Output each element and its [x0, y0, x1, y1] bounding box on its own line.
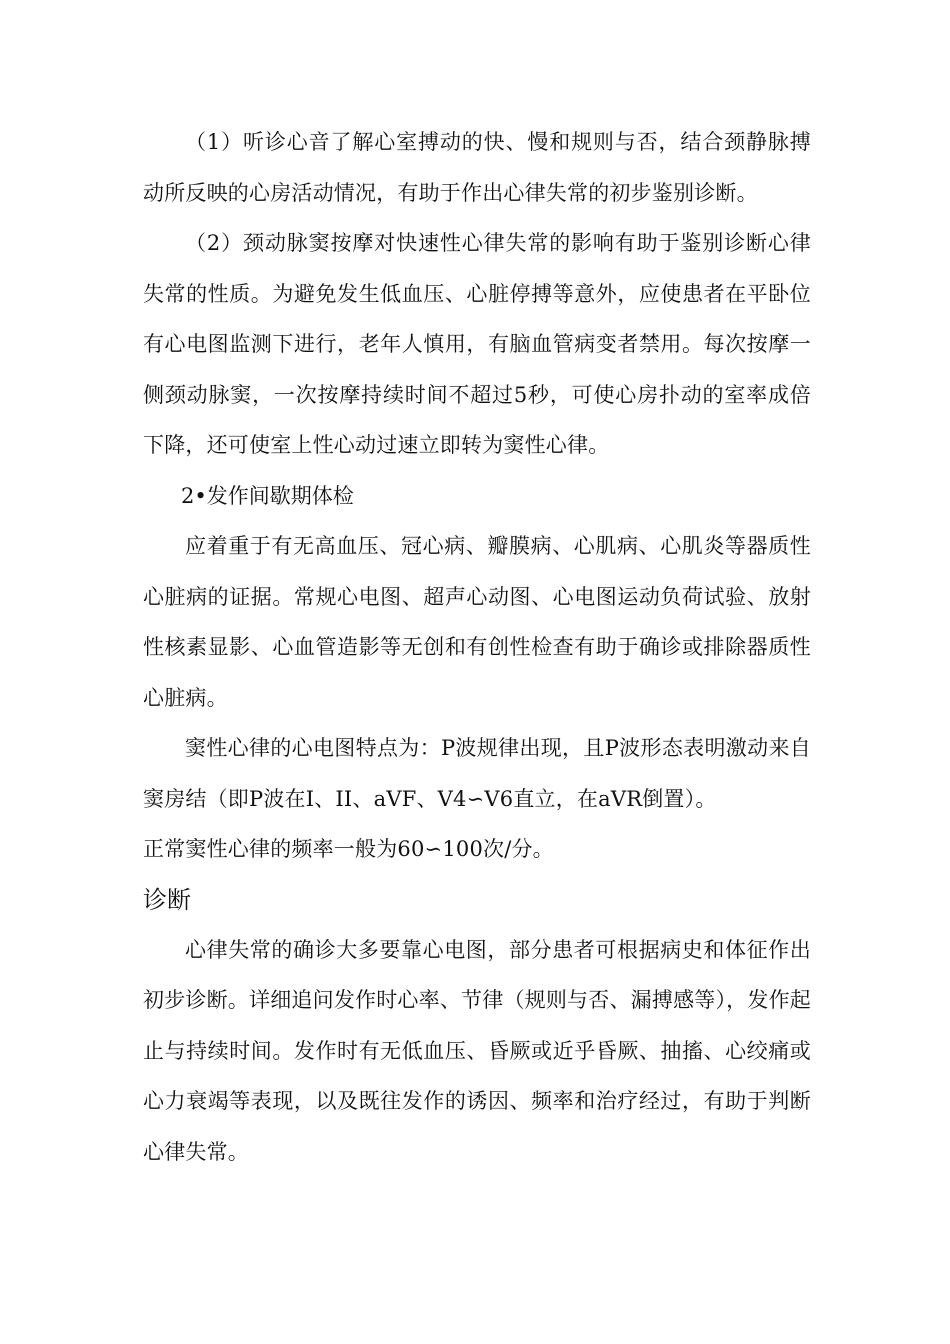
paragraph-auscultation: （1）听诊心音了解心室搏动的快、慢和规则与否，结合颈静脉搏动所反映的心房活动情况，有助于作出心律失常的初步鉴别诊断。 [143, 130, 811, 205]
paragraph-sinus-rhythm-ecg: 窦性心律的心电图特点为：P波规律出现，且P波形态表明激动来自窦房结（即P波在Ⅰ、II、aVF、V4∽V6直立，在aVR倒置）。 [143, 736, 811, 811]
paragraph-organic-heart-disease: 应着重于有无高血压、冠心病、瓣膜病、心肌病、心肌炎等器质性心脏病的证据。常规心电图、超声心动图、心电图运动负荷试验、放射性核素显影、心血管造影等无创和有创性检查有助于确诊或排除器质性心脏病。 [143, 534, 811, 710]
document-body [143, 117, 811, 1177]
paragraph-diagnosis: 心律失常的确诊大多要靠心电图，部分患者可根据病史和体征作出初步诊断。详细追问发作时心率、节律（规则与否、漏搏感等），发作起止与持续时间。发作时有无低血压、昏厥或近乎昏厥、抽搐、心绞痛或心力衰竭等表现，以及既往发作的诱因、频率和治疗经过，有助于判断心律失常。 [143, 937, 811, 1164]
paragraph-sinus-rate: 正常窦性心律的频率一般为60∽100次/分。 [143, 837, 554, 861]
section-heading-diagnosis: 诊断 [143, 885, 191, 914]
subheading-interval-exam: 2•发作间歇期体检 [181, 483, 354, 508]
paragraph-carotid-massage: （2）颈动脉窦按摩对快速性心律失常的影响有助于鉴别诊断心律失常的性质。为避免发生低血压、心脏停搏等意外，应使患者在平卧位有心电图监测下进行，老年人慎用，有脑血管病变者禁用。每次按摩一侧颈动脉窦，一次按摩持续时间不超过5秒，可使心房扑动的室率成倍下降，还可使室上性心动过速立即转为窦性心律。 [143, 231, 811, 457]
